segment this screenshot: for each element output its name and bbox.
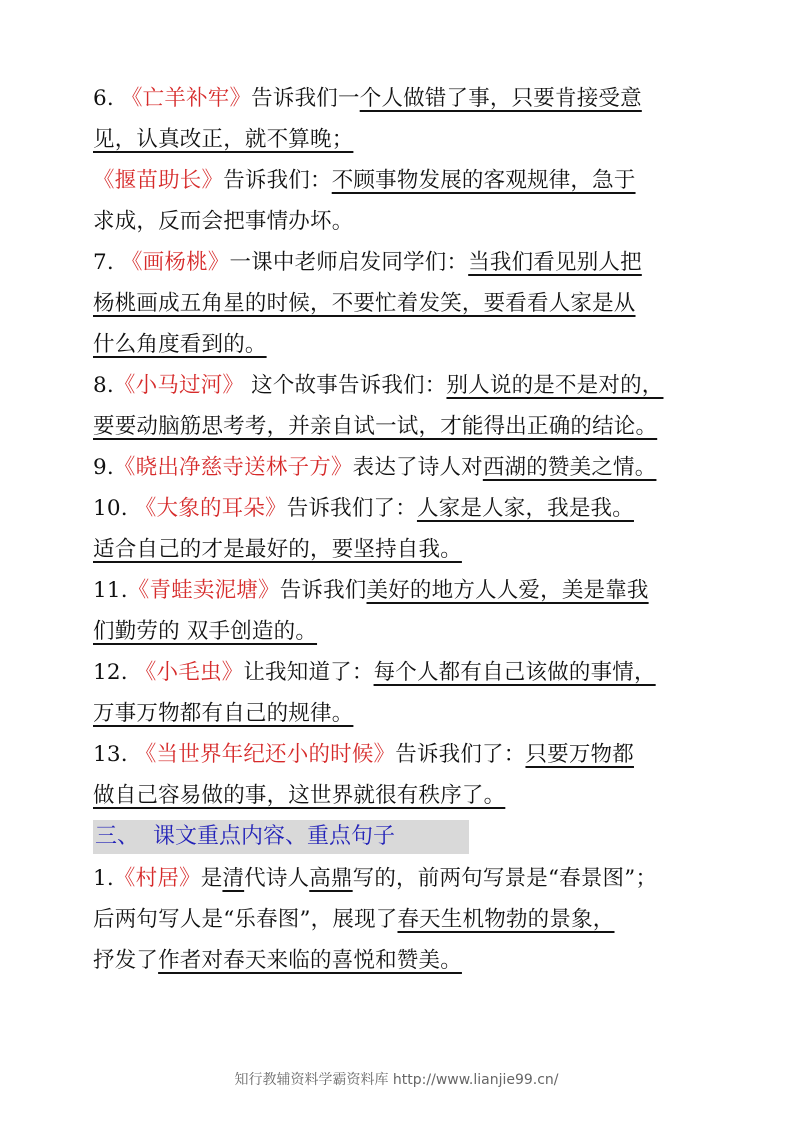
answer-text: 人家是人家，我是我。 [416, 496, 634, 521]
item-text: 告诉我们了： [286, 496, 417, 521]
item-11-line-2 [93, 611, 708, 652]
item-6-line-1 [93, 78, 708, 119]
answer-text: 西湖的赞美之情。 [482, 455, 657, 480]
answer-text: 适合自己的才是最好的，要坚持自我。 [93, 537, 462, 562]
item-number: 12. [93, 660, 128, 685]
item-13-line-2 [93, 775, 708, 816]
answer-text: 什么角度看到的。 [93, 332, 267, 357]
lesson-title: 《小毛虫》 [134, 660, 244, 685]
answer-text: 们勤劳的 双手创造的。 [93, 619, 318, 644]
item-8-line-1 [93, 365, 708, 406]
item-8-line-2 [93, 406, 708, 447]
item-10-line-1 [93, 488, 708, 529]
item-9-line-1 [93, 447, 708, 488]
answer-text: 高鼎 [309, 866, 353, 891]
item-number: 6. [93, 86, 114, 111]
item-12-line-2 [93, 693, 708, 734]
lesson-title: 《当世界年纪还小的时候》 [134, 742, 396, 767]
answer-text: 作者对春天来临的喜悦和赞美。 [158, 948, 462, 973]
cunju-line-1 [93, 858, 708, 899]
item-6b-line-1 [93, 160, 708, 201]
item-text: 告诉我们： [223, 168, 332, 193]
answer-text: 春天生机物勃的景象， [397, 907, 615, 932]
footer-watermark: 知行教辅资料学霸资料库 http://www.lianjie99.cn/ [234, 1072, 559, 1088]
answer-text: 当我们看见别人把 [468, 250, 642, 275]
item-13-line-1 [93, 734, 708, 775]
answer-text: 只要万物都 [525, 742, 634, 767]
lesson-title: 《亡羊补牢》 [120, 86, 252, 111]
item-number: 7. [93, 250, 114, 275]
item-text: 写的，前两句写景是“春景图”； [352, 866, 658, 891]
answer-text: 不顾事物发展的客观规律，急于 [331, 168, 636, 193]
item-10-line-2 [93, 529, 708, 570]
item-number: 13. [93, 742, 128, 767]
item-7-line-3 [93, 324, 708, 365]
item-7-line-2 [93, 283, 708, 324]
lesson-title: 《村居》 [113, 866, 201, 891]
lesson-title: 《晓出净慈寺送林子方》 [113, 455, 353, 480]
item-text: 告诉我们了： [395, 742, 526, 767]
answer-text: 杨桃画成五角星的时候，不要忙着发笑，要看看人家是从 [93, 291, 636, 316]
answer-text: 清 [222, 866, 245, 891]
answer-text: 别人说的是不是对的， [446, 373, 664, 398]
lesson-title: 《揠苗助长》 [93, 168, 224, 193]
item-number: 10. [93, 496, 128, 521]
answer-text: 美好的地方人人爱，美是靠我 [366, 578, 649, 603]
item-text: 告诉我们一 [251, 86, 360, 111]
item-text: 表达了诗人对 [352, 455, 483, 480]
item-number: 9. [93, 455, 114, 480]
lesson-title: 《画杨桃》 [120, 250, 230, 275]
answer-text: 要要动脑筋思考考，并亲自试一试，才能得出正确的结论。 [93, 414, 658, 439]
answer-text: 万事万物都有自己的规律。 [93, 701, 354, 726]
item-text: 告诉我们 [279, 578, 367, 603]
item-text: 后两句写人是“乐春图”，展现了 [93, 907, 398, 932]
item-text: 抒发了 [93, 948, 159, 973]
item-text: 让我知道了： [243, 660, 374, 685]
item-12-line-1 [93, 652, 708, 693]
cunju-line-3 [93, 940, 708, 981]
answer-text: 每个人都有自己该做的事情， [373, 660, 656, 685]
item-number: 11. [93, 578, 128, 603]
item-text: 求成，反而会把事情办坏。 [93, 209, 354, 234]
item-6-line-2 [93, 119, 708, 160]
answer-text: 个人做错了事，只要肯接受意 [359, 86, 642, 111]
answer-text: 见，认真改正，就不算晚； [93, 127, 354, 152]
section-heading: 三、 课文重点内容、重点句子 [93, 820, 469, 854]
item-text: 是 [200, 866, 223, 891]
lesson-title: 《大象的耳朵》 [134, 496, 287, 521]
item-6b-line-2 [93, 201, 708, 242]
item-number: 8. [93, 373, 114, 398]
lesson-title: 《青蛙卖泥塘》 [127, 578, 280, 603]
item-text: 这个故事告诉我们： [244, 373, 447, 398]
item-text: 代诗人 [244, 866, 310, 891]
answer-text: 做自己容易做的事，这世界就很有秩序了。 [93, 783, 506, 808]
item-11-line-1 [93, 570, 708, 611]
lesson-title: 《小马过河》 [113, 373, 245, 398]
cunju-line-2 [93, 899, 708, 940]
item-text: 一课中老师启发同学们： [229, 250, 469, 275]
item-7-line-1 [93, 242, 708, 283]
document-body [93, 78, 708, 981]
item-number: 1. [93, 866, 114, 891]
